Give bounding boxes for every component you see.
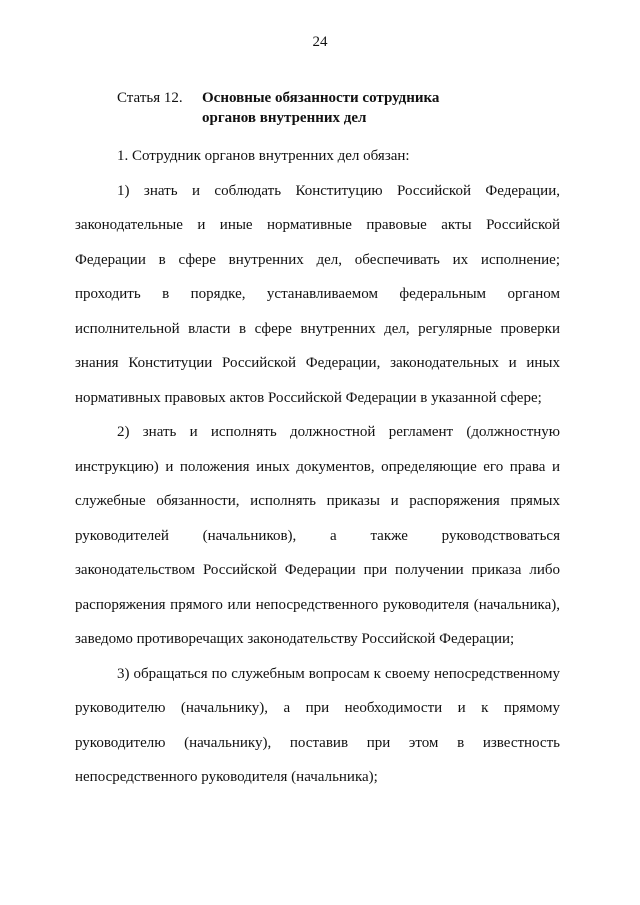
paragraph-item-2: 2) знать и исполнять должностной регламент (должностную инструкцию) и положения иных документов, определяющие его права и служебные обязанности, исполнять приказы и распоряжения прямых руководителей (начальников), а также руководствоваться законодательством Российской Федерации при получении приказа либо распоряжения прямого или непосредственного руководителя (начальника), заведомо противоречащих законодательству Российской Федерации; bbox=[75, 424, 560, 647]
article-title-line-2: органов внутренних дел bbox=[202, 110, 367, 126]
page-number: 24 bbox=[312, 34, 328, 50]
paragraph-item-1: 1) знать и соблюдать Конституцию Российской Федерации, законодательные и иные нормативные правовые акты Российской Федерации в сфере внутренних дел, обеспечивать их исполнение; проходить в порядке, устанавливаемом федеральным органом исполнительной власти в сфере внутренних дел, регулярные проверки знания Конституции Российской Федерации, законодательных и иных нормативных правовых актов Российской Федерации в указанной сфере; bbox=[75, 182, 560, 406]
article-body bbox=[75, 139, 560, 795]
paragraph-intro: 1. Сотрудник органов внутренних дел обязан: bbox=[117, 148, 410, 164]
article-title-line-1: Основные обязанности сотрудника bbox=[202, 90, 440, 106]
paragraph-item-3: 3) обращаться по служебным вопросам к своему непосредственному руководителю (начальнику), а при необходимости и к прямому руководителю (начальнику), поставив при этом в известность непосредственного руководителя (начальника); bbox=[75, 665, 560, 785]
article-title bbox=[202, 88, 502, 128]
article-label: Статья 12. bbox=[117, 90, 183, 106]
